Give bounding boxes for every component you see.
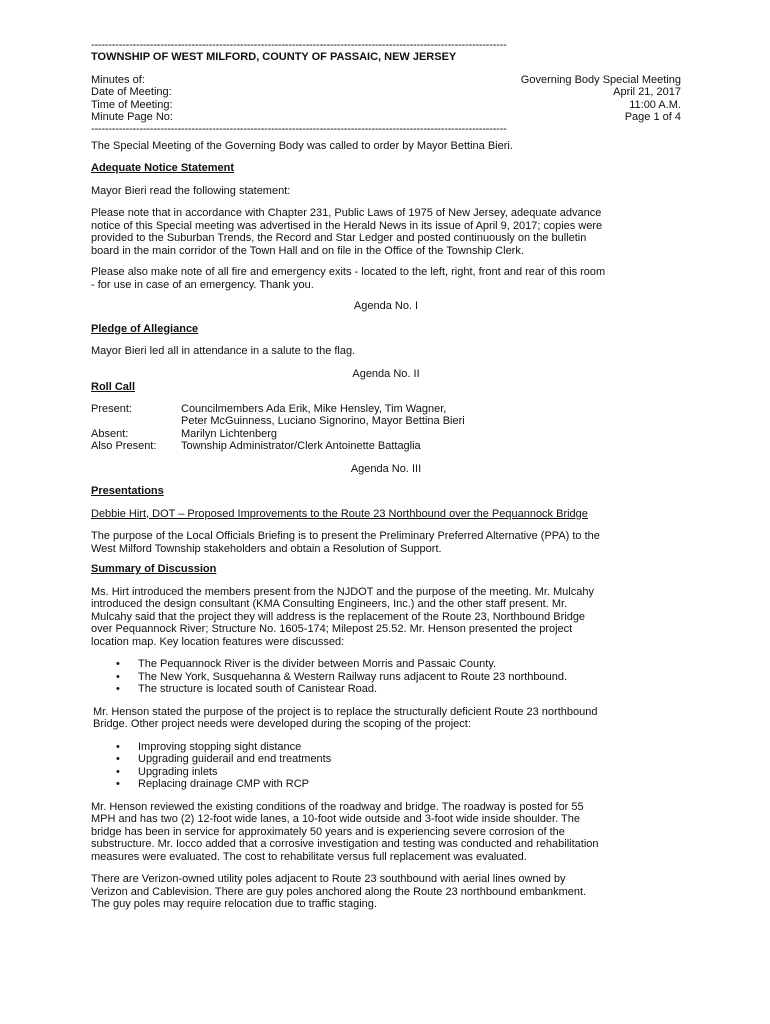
intro-text: The Special Meeting of the Governing Body was called to order by Mayor Bettina Bieri. <box>91 139 513 152</box>
agenda-number: Agenda No. III <box>350 462 422 475</box>
page-no-label: Minute Page No: <box>91 111 173 123</box>
list-item-text: The Pequannock River is the divider between Morris and Passaic County. <box>138 658 497 670</box>
page-no-value: Page 1 of 4 <box>624 111 681 123</box>
list-item-text: Upgrading inlets <box>138 765 218 778</box>
text-line: over Pequannock River; Structure No. 1605-174; Milepost 25.52. Mr. Henson presented the project <box>91 623 573 635</box>
bullet-icon: • <box>116 740 120 753</box>
presentation-purpose <box>91 530 681 555</box>
list-item <box>91 658 681 671</box>
summary-paragraph-4 <box>91 873 681 911</box>
summary-paragraph-3 <box>91 801 681 864</box>
list-item <box>91 766 681 779</box>
roll-call-heading: Roll Call <box>91 381 136 393</box>
text-line: bridge has been in service for approximately 50 years and is experiencing severe corrosion of the <box>91 825 565 838</box>
text-line: measures were evaluated. The cost to rehabilitate versus full replacement was evaluated. <box>91 850 527 863</box>
text-line: provided to the Suburban Trends, the Record and Star Ledger and posted continuously on the bulletin <box>91 232 587 244</box>
text-line: board in the main corridor of the Town Hall and on file in the Office of the Township Clerk. <box>91 244 524 257</box>
text-line: Peter McGuinness, Luciano Signorino, Mayor Bettina Bieri <box>181 415 465 427</box>
list-item-text: The structure is located south of Canistear Road. <box>138 683 378 695</box>
text-line: notice of this Special meeting was advertised in the Herald News in its issue of April 9, 2017; copies were <box>91 219 603 232</box>
text-line: The guy poles may require relocation due to traffic staging. <box>91 898 377 910</box>
pledge-heading: Pledge of Allegiance <box>91 322 199 335</box>
text-line: The purpose of the Local Officials Briefing is to present the Preliminary Preferred Alternative (PPA) to the <box>91 530 600 542</box>
text-line: Please also make note of all fire and emergency exits - located to the left, right, front and rear of this room <box>91 266 606 278</box>
minutes-of-label: Minutes of: <box>91 73 145 86</box>
adequate-notice-paragraph <box>91 207 681 257</box>
list-item <box>91 741 681 754</box>
emergency-exits-paragraph <box>91 266 681 291</box>
text-line: Mr. Henson stated the purpose of the project is to replace the structurally deficient Route 23 northbound <box>93 705 598 718</box>
project-needs-list <box>91 741 681 791</box>
list-item-text: Upgrading guiderail and end treatments <box>138 753 332 765</box>
bullet-icon: • <box>116 683 120 695</box>
bullet-icon: • <box>116 658 120 670</box>
date-value: April 21, 2017 <box>613 86 681 98</box>
bullet-icon: • <box>116 778 120 790</box>
bullet-icon: • <box>116 765 120 778</box>
summary-heading: Summary of Discussion <box>91 563 217 575</box>
page-title: TOWNSHIP OF WEST MILFORD, COUNTY OF PASSAIC, NEW JERSEY <box>91 51 457 63</box>
text-line: substructure. Mr. Iocco added that a corrosive investigation and testing was conducted and rehabilitation <box>91 838 599 850</box>
text-line: There are Verizon-owned utility poles adjacent to Route 23 southbound with aerial lines owned by <box>91 873 566 885</box>
meta-labels <box>91 74 173 124</box>
also-present-value: Township Administrator/Clerk Antoinette Battaglia <box>181 440 421 452</box>
text-line: MPH and has two (2) 12-foot wide lanes, a 10-foot wide outside and 3-foot wide inside shoulder. The <box>91 813 580 825</box>
list-item <box>91 671 681 684</box>
list-item <box>91 683 681 696</box>
pledge-text: Mayor Bieri led all in attendance in a salute to the flag. <box>91 345 356 357</box>
time-label: Time of Meeting: <box>91 98 173 111</box>
presentations-heading: Presentations <box>91 485 164 497</box>
bottom-rule: ------------------------------------------------------------------------------------------------------------------------ <box>91 123 507 134</box>
top-rule: ------------------------------------------------------------------------------------------------------------------------ <box>91 40 507 50</box>
text-line: Bridge. Other project needs were developed during the scoping of the project: <box>93 718 471 730</box>
meta-values <box>451 74 681 124</box>
date-label: Date of Meeting: <box>91 86 172 98</box>
present-label: Present: <box>91 402 132 415</box>
present-value <box>181 403 465 428</box>
list-item-text: The New York, Susquehanna & Western Railway runs adjacent to Route 23 northbound. <box>138 670 568 683</box>
summary-paragraph-2 <box>91 706 681 731</box>
minutes-of-value: Governing Body Special Meeting <box>520 73 681 86</box>
absent-label: Absent: <box>91 427 129 440</box>
text-line: Please note that in accordance with Chapter 231, Public Laws of 1975 of New Jersey, adequate advance <box>91 207 602 219</box>
text-line: introduced the design consultant (KMA Consulting Engineers, Inc.) and the other staff present. Mr. <box>91 598 568 610</box>
text-line: - for use in case of an emergency. Thank you. <box>91 278 314 291</box>
text-line: Mr. Henson reviewed the existing conditions of the roadway and bridge. The roadway is posted for 55 <box>91 800 584 813</box>
agenda-number: Agenda No. II <box>352 367 420 380</box>
adequate-notice-lead: Mayor Bieri read the following statement: <box>91 184 291 197</box>
list-item <box>91 753 681 766</box>
text-line: location map. Key location features were discussed: <box>91 635 345 648</box>
text-line: Ms. Hirt introduced the members present from the NJDOT and the purpose of the meeting. Mr. Mulcahy <box>91 585 594 598</box>
also-present-label: Also Present: <box>91 440 157 452</box>
agenda-number: Agenda No. I <box>353 300 419 312</box>
location-features-list <box>91 658 681 696</box>
list-item-text: Improving stopping sight distance <box>138 740 302 753</box>
list-item <box>91 778 681 791</box>
list-item-text: Replacing drainage CMP with RCP <box>138 778 309 790</box>
text-line: West Milford Township stakeholders and obtain a Resolution of Support. <box>91 542 442 555</box>
roll-call-table <box>91 403 465 453</box>
time-value: 11:00 A.M. <box>629 98 681 111</box>
adequate-notice-heading: Adequate Notice Statement <box>91 162 235 174</box>
text-line: Mulcahy said that the project they will address is the replacement of the Route 23, Northbound Bridge <box>91 610 586 623</box>
summary-paragraph-1 <box>91 586 681 649</box>
meeting-meta <box>91 74 681 124</box>
bullet-icon: • <box>116 753 120 765</box>
text-line: Verizon and Cablevision. There are guy poles anchored along the Route 23 northbound embankment. <box>91 885 587 898</box>
minutes-page <box>91 40 681 911</box>
text-line: Councilmembers Ada Erik, Mike Hensley, Tim Wagner, <box>181 402 447 415</box>
absent-value: Marilyn Lichtenberg <box>181 427 277 440</box>
presentation-subject: Debbie Hirt, DOT – Proposed Improvements to the Route 23 Northbound over the Pequannock Bridge <box>91 507 588 520</box>
bullet-icon: • <box>116 670 120 683</box>
